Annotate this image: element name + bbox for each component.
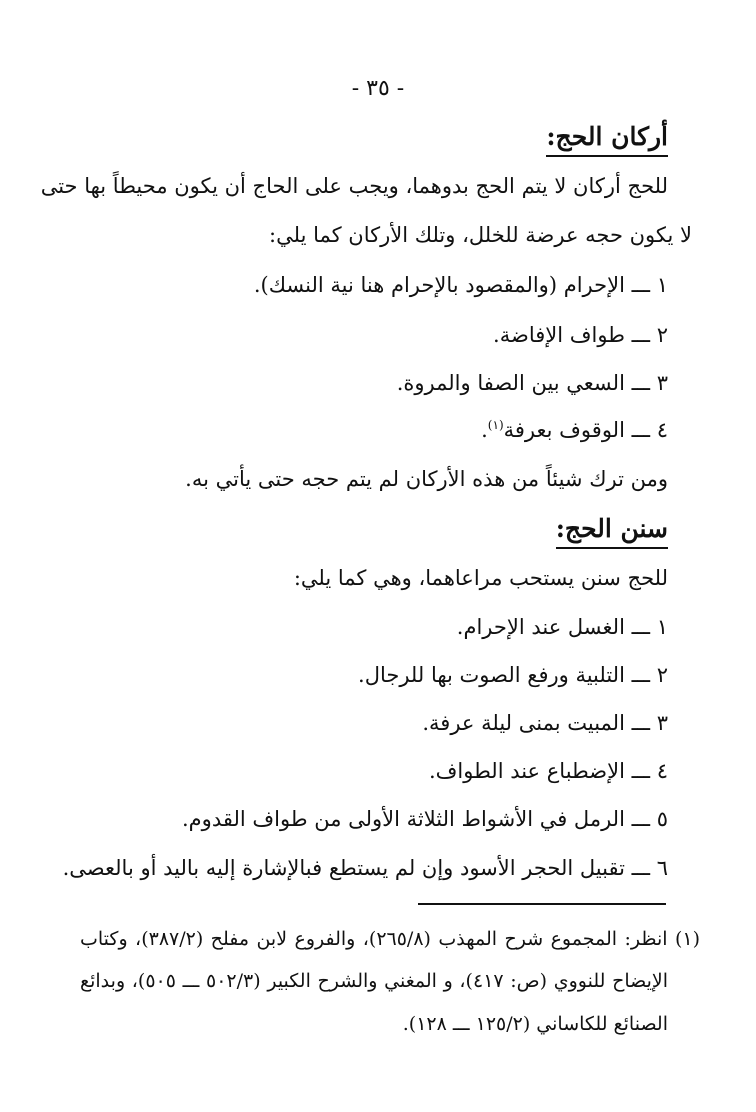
pillar-item-4-end: . bbox=[481, 418, 488, 442]
pillar-item-1: ١ ـــ الإحرام (والمقصود بالإحرام هنا نية النسك). bbox=[253, 273, 668, 297]
footnote-line-1: (١) انظر: المجموع شرح المهذب (٢٦٥/٨)، والفروع لابن مفلح (٣٨٧/٢)، وكتاب bbox=[80, 928, 700, 950]
footnote-line-3: الصنائع للكاساني (١٢٥/٢ ـــ ١٢٨). bbox=[402, 1013, 668, 1035]
footnote-reference: (١) bbox=[487, 418, 504, 432]
page-number: - ٣٥ - bbox=[351, 76, 405, 101]
section-heading-pillars: أركان الحج: bbox=[546, 120, 668, 157]
sunnah-item-3: ٣ ـــ المبيت بمنى ليلة عرفة. bbox=[422, 711, 668, 735]
section-heading-sunnahs: سنن الحج: bbox=[556, 512, 668, 549]
pillar-item-3: ٣ ـــ السعي بين الصفا والمروة. bbox=[396, 371, 668, 395]
pillars-intro-line-2: لا يكون حجه عرضة للخلل، وتلك الأركان كما يلي: bbox=[269, 223, 692, 247]
pillar-item-4 bbox=[481, 415, 668, 445]
footnote-line-2: الإيضاح للنووي (ص: ٤١٧)، و المغني والشرح الكبير (٥٠٢/٣ ـــ ٥٠٥)، وبدائع bbox=[80, 970, 669, 992]
sunnahs-intro: للحج سنن يستحب مراعاهما، وهي كما يلي: bbox=[293, 566, 668, 590]
footnote-divider bbox=[418, 903, 666, 905]
pillars-intro-line-1: للحج أركان لا يتم الحج بدوهما، ويجب على الحاج أن يكون محيطاً بها حتى bbox=[40, 174, 668, 198]
sunnah-item-6: ٦ ـــ تقبيل الحجر الأسود وإن لم يستطع فبالإشارة إليه باليد أو بالعصى. bbox=[62, 856, 668, 880]
sunnah-item-5: ٥ ـــ الرمل في الأشواط الثلاثة الأولى من طواف القدوم. bbox=[182, 807, 668, 831]
sunnah-item-2: ٢ ـــ التلبية ورفع الصوت بها للرجال. bbox=[358, 663, 668, 687]
sunnah-item-4: ٤ ـــ الإضطباع عند الطواف. bbox=[428, 759, 668, 783]
pillar-item-2: ٢ ـــ طواف الإفاضة. bbox=[493, 323, 668, 347]
sunnah-item-1: ١ ـــ الغسل عند الإحرام. bbox=[456, 615, 668, 639]
pillars-closing: ومن ترك شيئاً من هذه الأركان لم يتم حجه حتى يأتي به. bbox=[185, 467, 668, 491]
pillar-item-4-text: ٤ ـــ الوقوف بعرفة bbox=[503, 418, 668, 442]
